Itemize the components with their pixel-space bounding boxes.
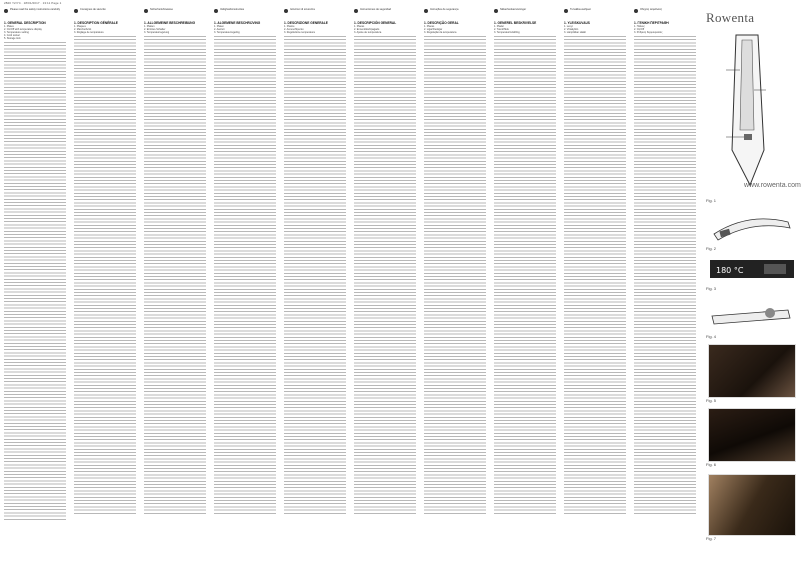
figure-2-illustration xyxy=(708,210,796,244)
column-de xyxy=(144,8,206,568)
text-block xyxy=(354,36,416,516)
column-it xyxy=(284,8,346,568)
text-block xyxy=(214,36,276,516)
section-title: 1. GENEREL BESKRIVELSE xyxy=(494,21,537,25)
column-fi xyxy=(564,8,626,568)
figure-7-photo xyxy=(708,474,796,536)
column-nl xyxy=(214,8,276,568)
section-text: 1. Placas 2. Encendido/Apagado 3. Ajuste de temperatura xyxy=(354,25,382,35)
section-title: 1. YLEISKUVAUS xyxy=(564,21,590,25)
warning-icon xyxy=(354,9,358,13)
figure-3-illustration xyxy=(708,254,796,284)
figure-label: Fig. 1 xyxy=(706,198,717,203)
warning-icon xyxy=(284,9,288,13)
figure-6-photo xyxy=(708,408,796,462)
section-title: 1. DESCRIPCIÓN GENERAL xyxy=(354,21,397,25)
warning-icon xyxy=(144,9,148,13)
section-title: 1. ALGEMENE BESCHRIJVING xyxy=(214,21,261,25)
figure-label: Fig. 6 xyxy=(706,462,717,467)
section-title: 1. ALLGEMEINE BESCHREIBUNG xyxy=(144,21,196,25)
column-heading: Instruções de segurança xyxy=(430,8,459,11)
column-en xyxy=(4,8,66,568)
text-block xyxy=(424,36,486,516)
figure-label: Fig. 2 xyxy=(706,246,717,251)
column-heading: Please read the safety instructions carefully xyxy=(10,8,61,11)
column-heading: Sikkerhedsanvisninger xyxy=(500,8,527,11)
column-pt xyxy=(424,8,486,568)
figure-label: Fig. 5 xyxy=(706,398,717,403)
figure-4-illustration xyxy=(708,296,796,332)
column-da xyxy=(494,8,556,568)
brand-url: www.rowenta.com xyxy=(744,182,801,189)
figure-label: Fig. 4 xyxy=(706,334,717,339)
figure-5-photo xyxy=(708,344,796,398)
figure-label: Fig. 3 xyxy=(706,286,717,291)
brand-logo: Rowenta xyxy=(706,10,755,25)
section-title: 1. DESCRIÇÃO GERAL xyxy=(424,21,459,25)
warning-icon xyxy=(4,9,8,13)
section-text: 1. Plaques 2. Marche/Arrêt 3. Réglage de température xyxy=(74,25,104,35)
document-header: 2820 Y2/Y4 · 18/01/2017 · 13:11 Page 1 xyxy=(4,1,62,5)
section-text: 1. Levyt 2. Virtakytkin 3. Lämpötilan säätö xyxy=(564,25,586,35)
text-block xyxy=(564,36,626,516)
column-heading: Instrucciones de seguridad xyxy=(360,8,391,11)
column-heading: Sicherheitshinweise xyxy=(150,8,173,11)
text-block xyxy=(74,36,136,516)
section-title: 1. ΓΕΝΙΚΗ ΠΕΡΙΓΡΑΦΗ xyxy=(634,21,669,25)
product-illustration xyxy=(706,30,796,190)
warning-icon xyxy=(564,9,568,13)
warning-icon xyxy=(74,9,78,13)
text-block xyxy=(284,36,346,516)
column-heading: Turvallisuusohjeet xyxy=(570,8,591,11)
column-el xyxy=(634,8,696,568)
column-heading: Istruzioni di sicurezza xyxy=(290,8,315,11)
column-heading: Consignes de sécurité xyxy=(80,8,106,11)
warning-icon xyxy=(494,9,498,13)
text-block xyxy=(634,36,696,516)
column-fr xyxy=(74,8,136,568)
text-block xyxy=(144,36,206,516)
section-text: 1. Piastre 2. Acceso/Spento 3. Regolazione temperatura xyxy=(284,25,315,35)
section-text: 1. Placas 2. Ligar/Desligar 3. Regulação da temperatura xyxy=(424,25,457,35)
section-text: 1. Platen 2. Aan/uit 3. Temperatuurregeling xyxy=(214,25,240,35)
text-block xyxy=(4,42,66,522)
figure-label: Fig. 7 xyxy=(706,536,717,541)
column-heading: Οδηγίες ασφαλείας xyxy=(640,8,662,11)
section-title: 1. DESCRIPTION GÉNÉRALE xyxy=(74,21,118,25)
section-title: 1. DESCRIZIONE GENERALE xyxy=(284,21,328,25)
warning-icon xyxy=(214,9,218,13)
section-text: 1. Plader 2. Tænd/Sluk 3. Temperaturindstilling xyxy=(494,25,520,35)
column-heading: Veiligheidsinstructies xyxy=(220,8,245,11)
column-es xyxy=(354,8,416,568)
section-text: 1. Platten 2. Ein/Aus-Schalter 3. Temperaturregelung xyxy=(144,25,170,35)
section-text: 1. Plates 2. On/Off with temperature display 3. Temperature setting 4. Cord swivel 5. Storage lock xyxy=(4,25,42,41)
section-text: 1. Πλάκες 2. On/Off 3. Ρύθμιση θερμοκρασίας xyxy=(634,25,663,35)
svg-text:180 °C: 180 °C xyxy=(716,266,744,275)
warning-icon xyxy=(424,9,428,13)
section-title: 1. GENERAL DESCRIPTION xyxy=(4,21,46,25)
warning-icon xyxy=(634,9,638,13)
text-block xyxy=(494,36,556,516)
